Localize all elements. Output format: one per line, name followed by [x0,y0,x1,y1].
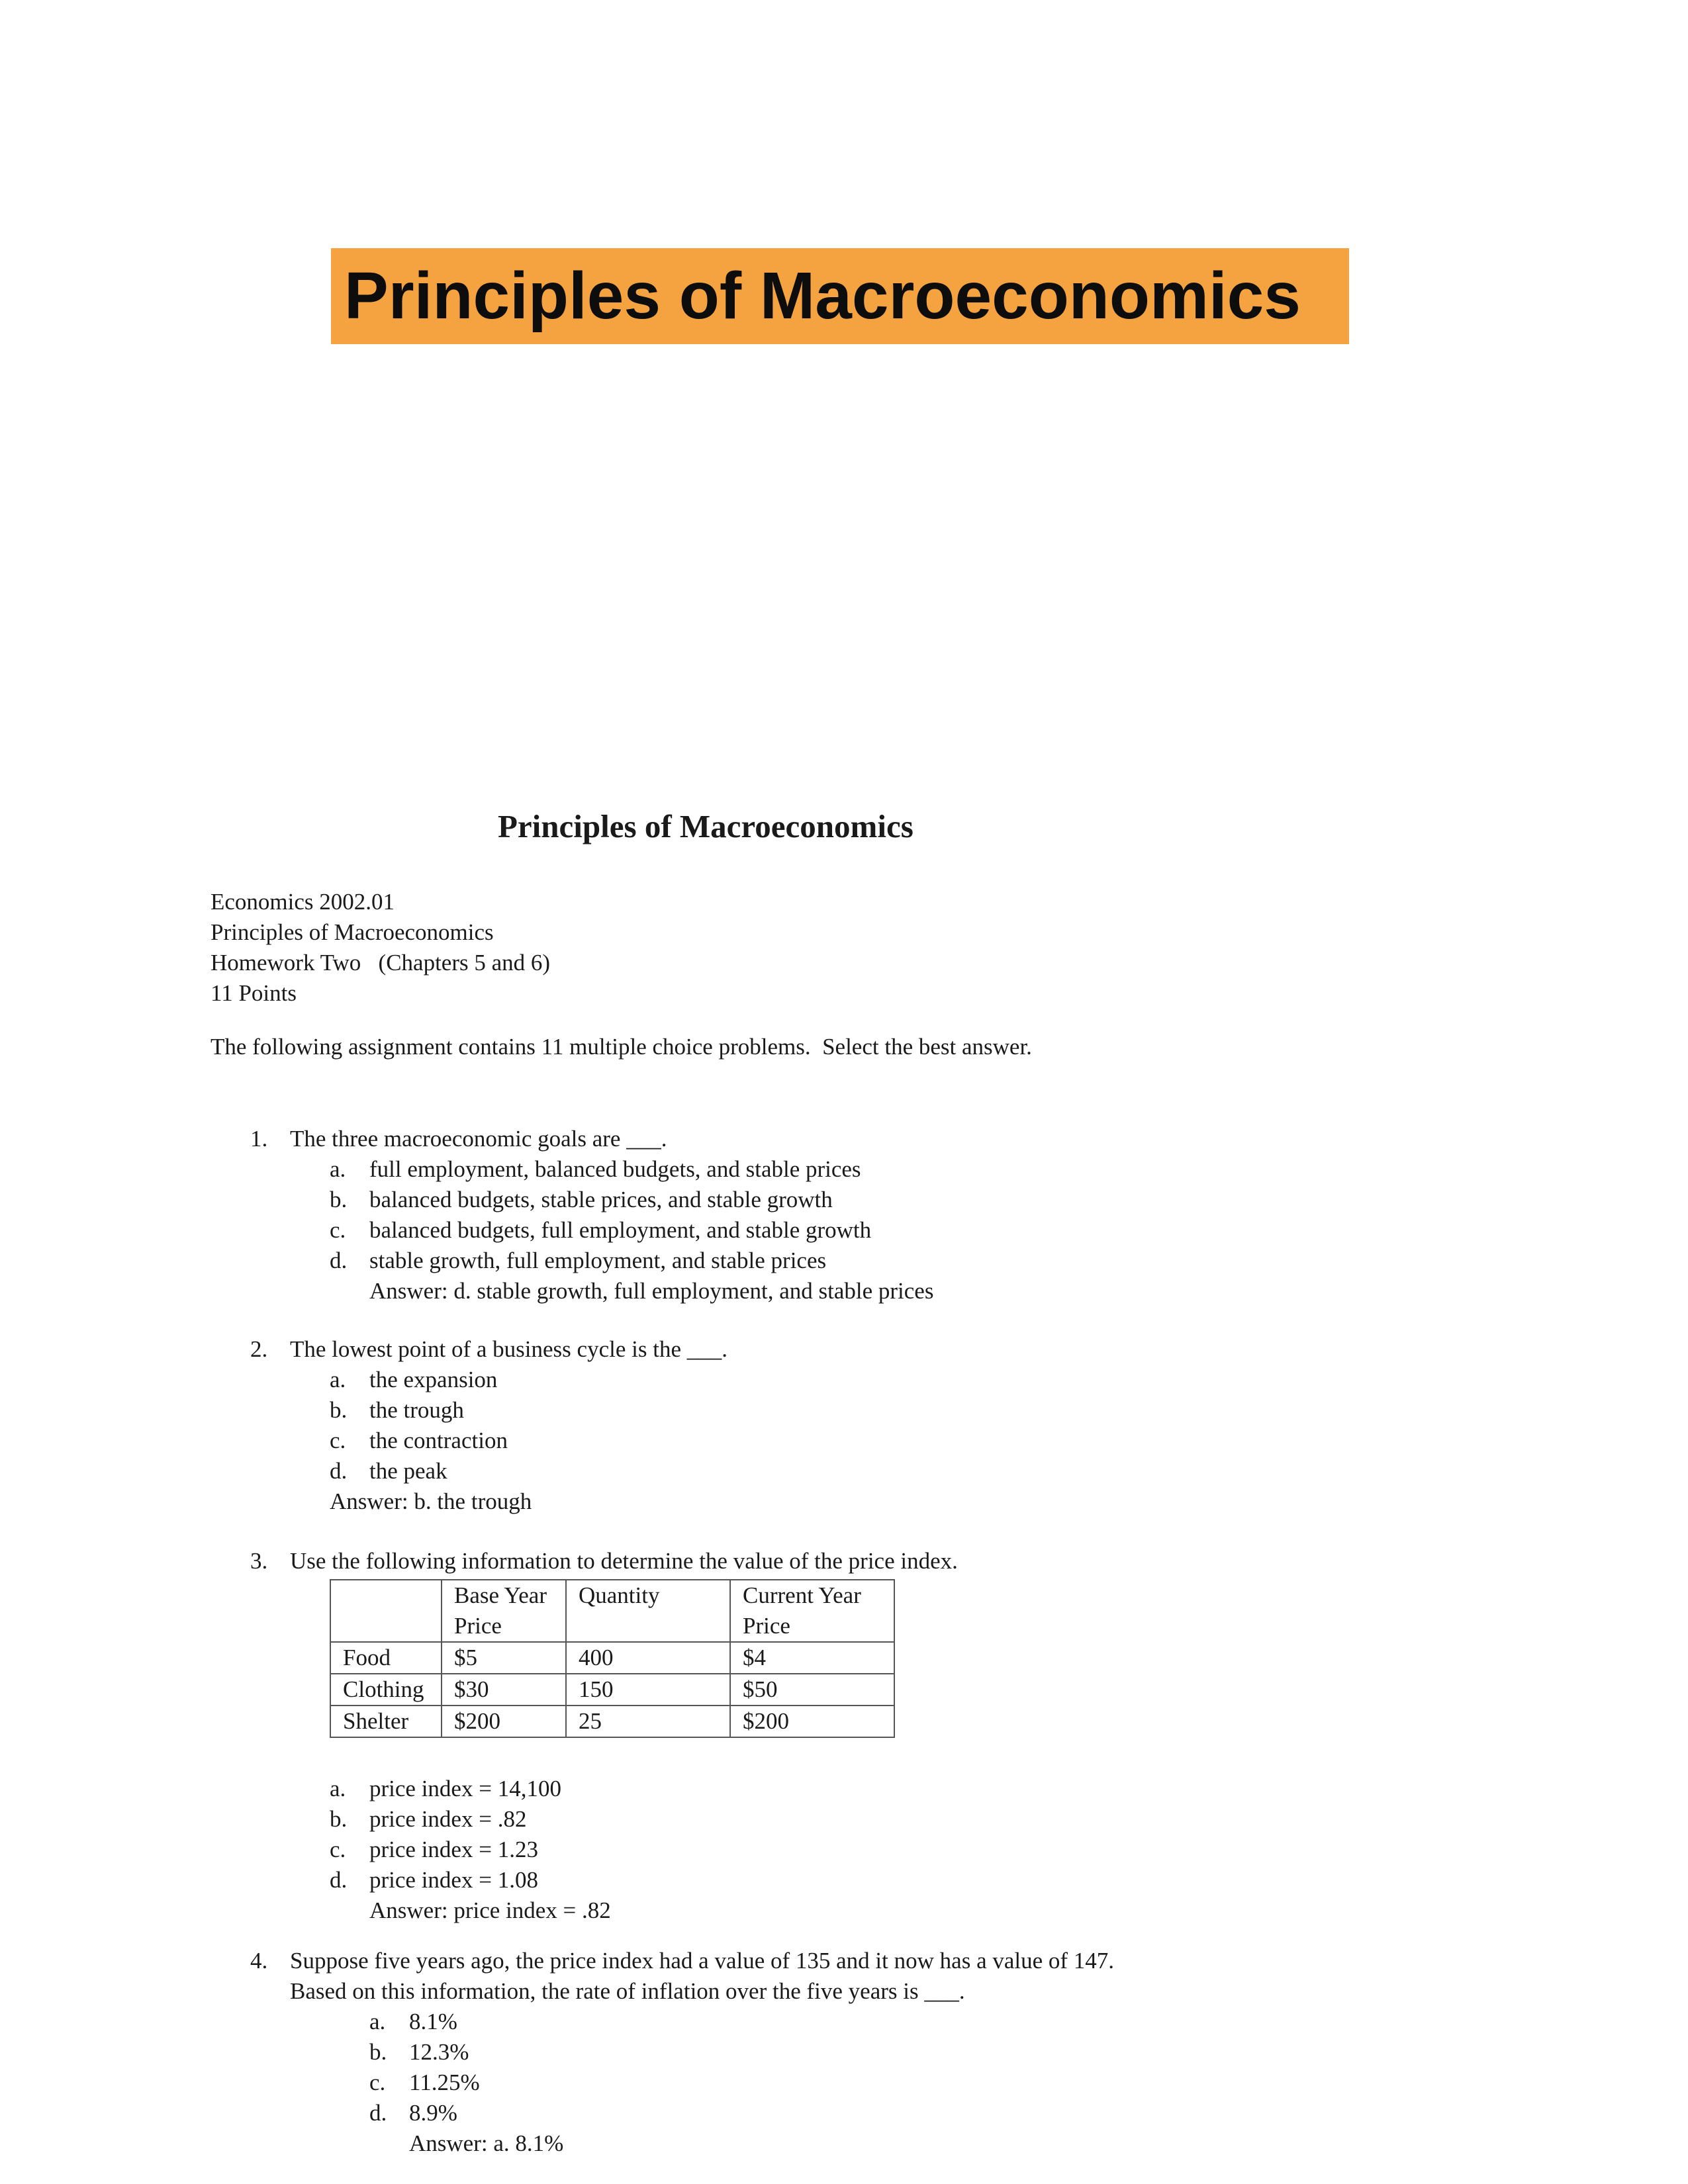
question-3 [250,1546,958,1926]
answer-line: Answer: price index = .82 [369,1897,611,1923]
header-line: Homework Two (Chapters 5 and 6) [211,950,551,976]
option-b: b. price index = .82 [330,1806,527,1832]
question-2 [250,1334,727,1517]
option-a: a. price index = 14,100 [330,1776,561,1801]
scanned-document [0,807,1688,2184]
option-d: d. price index = 1.08 [330,1867,538,1893]
option-b: b. balanced budgets, stable prices, and stable growth [330,1187,833,1212]
option-d: d. stable growth, full employment, and stable prices [330,1248,827,1273]
option-b: b. 12.3% [369,2039,469,2065]
assignment-intro: The following assignment contains 11 multiple choice problems. Select the best answer. [211,1034,1032,1060]
answer-line: Answer: d. stable growth, full employment, and stable prices [369,1278,934,1304]
question-stem: The lowest point of a business cycle is the ___. [290,1336,727,1362]
option-c: c. the contraction [330,1428,508,1453]
table-header-cell: Base Year Price [442,1580,566,1642]
option-a: a. 8.1% [369,2009,457,2034]
document-title: Principles of Macroeconomics [498,808,914,844]
question-stem-line-2: Based on this information, the rate of inflation over the five years is ___. [290,1978,965,2004]
table-header-cell: Quantity [566,1580,730,1642]
banner-title: Principles of Macroeconomics [344,259,1301,333]
title-banner [331,248,1349,344]
header-line: 11 Points [211,980,297,1006]
header-line: Principles of Macroeconomics [211,919,494,945]
option-b: b. the trough [330,1397,464,1423]
table-row: Shelter $200 25 $200 [330,1706,894,1737]
question-stem: Suppose five years ago, the price index had a value of 135 and it now has a value of 147. [290,1948,1115,1974]
option-d: d. 8.9% [369,2100,457,2126]
answer-line: Answer: b. the trough [330,1488,532,1514]
price-table [330,1579,895,1738]
option-d: d. the peak [330,1458,447,1484]
option-c: c. 11.25% [369,2070,480,2095]
question-number: 4. [250,1948,268,1974]
option-a: a. the expansion [330,1367,498,1392]
question-4 [250,1946,1114,2159]
question-number: 2. [250,1336,268,1362]
table-header-cell: Current Year Price [730,1580,894,1642]
question-stem: Use the following information to determine the value of the price index. [290,1548,958,1574]
header-line: Economics 2002.01 [211,889,395,915]
table-row: Food $5 400 $4 [330,1642,894,1674]
table-header-cell [330,1580,442,1642]
answer-line: Answer: a. 8.1% [409,2130,564,2156]
table-header-row [330,1580,894,1642]
question-number: 1. [250,1126,268,1152]
option-c: c. price index = 1.23 [330,1837,538,1862]
question-stem: The three macroeconomic goals are ___. [290,1126,667,1152]
question-number: 3. [250,1548,268,1574]
option-c: c. balanced budgets, full employment, and stable growth [330,1217,872,1243]
question-1 [250,1124,933,1306]
table-row: Clothing $30 150 $50 [330,1674,894,1706]
course-header [211,887,550,1009]
option-a: a. full employment, balanced budgets, and stable prices [330,1156,861,1182]
